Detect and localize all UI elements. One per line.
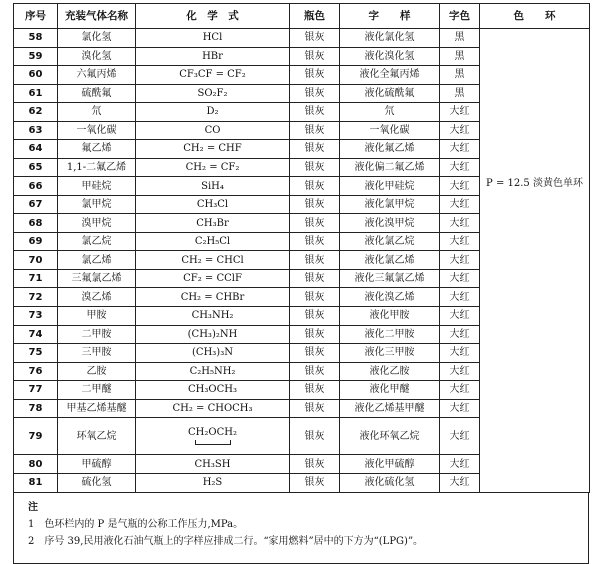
cell-text-color: 大红 [440,269,480,288]
cell-label-text: 液化氯甲烷 [340,195,440,214]
cell-gas-name: 乙胺 [58,362,136,381]
cell-bottle-color: 银灰 [290,381,340,400]
cell-formula: H₂S [136,473,290,492]
header-formula: 化 学 式 [136,4,290,29]
cell-label-text: 液化三甲胺 [340,344,440,363]
header-bottle-color: 瓶色 [290,4,340,29]
cell-bottle-color: 银灰 [290,29,340,48]
cell-text-color: 大红 [440,158,480,177]
cell-formula: CH₂ = CHBr [136,288,290,307]
gas-cylinder-marking-table [13,3,589,564]
cell-gas-name: 甲硫醇 [58,455,136,474]
cell-formula: SO₂F₂ [136,84,290,103]
cell-bottle-color: 银灰 [290,177,340,196]
cell-formula: CH₂ = CHF [136,140,290,159]
cell-label-text: 液化三氟氯乙烯 [340,269,440,288]
cell-number: 59 [14,47,58,66]
cell-bottle-color: 银灰 [290,121,340,140]
cell-label-text: 液化溴化氢 [340,47,440,66]
cell-gas-name: 氯甲烷 [58,195,136,214]
cell-formula: (CH₃)₃N [136,344,290,363]
cell-formula: CH₃NH₂ [136,306,290,325]
cell-label-text: 氘 [340,103,440,122]
cell-number: 66 [14,177,58,196]
notes-section [13,493,589,564]
cell-number: 77 [14,381,58,400]
cell-number: 64 [14,140,58,159]
cell-number: 69 [14,232,58,251]
note-item-1: 1 色环栏内的 P 是气瓶的公称工作压力,MPa。 [28,518,244,530]
cell-formula: CH₂ = CHOCH₃ [136,399,290,418]
cell-bottle-color: 银灰 [290,84,340,103]
cell-color-ring [480,29,590,493]
header-no: 序号 [14,4,58,29]
cell-label-text: 液化全氟丙烯 [340,66,440,85]
cell-number: 60 [14,66,58,85]
cell-text-color: 大红 [440,473,480,492]
cell-number: 72 [14,288,58,307]
cell-text-color: 大红 [440,103,480,122]
cell-text-color: 大红 [440,362,480,381]
cell-formula: CH₃Cl [136,195,290,214]
cell-text-color: 黑 [440,47,480,66]
cell-number: 73 [14,306,58,325]
cell-text-color: 黑 [440,84,480,103]
table-row [14,29,590,48]
cell-bottle-color: 银灰 [290,195,340,214]
cell-label-text: 液化乙胺 [340,362,440,381]
cell-bottle-color: 银灰 [290,473,340,492]
cell-number: 62 [14,103,58,122]
cell-formula: C₂H₅Cl [136,232,290,251]
header-row [14,4,590,29]
marking-table [13,3,590,493]
cell-formula: C₂H₅NH₂ [136,362,290,381]
cell-formula: HBr [136,47,290,66]
cell-number: 80 [14,455,58,474]
cell-formula: (CH₃)₂NH [136,325,290,344]
cell-text-color: 大红 [440,381,480,400]
header-text-color: 字色 [440,4,480,29]
cell-gas-name: 甲硅烷 [58,177,136,196]
cell-bottle-color: 银灰 [290,455,340,474]
cell-formula: CF₂ = CClF [136,269,290,288]
cell-label-text: 一氧化碳 [340,121,440,140]
cell-text-color: 黑 [440,66,480,85]
cell-label-text: 液化氟乙烯 [340,140,440,159]
cell-bottle-color: 银灰 [290,66,340,85]
cell-formula: CH₂ = CHCl [136,251,290,270]
cell-gas-name: 氯乙烷 [58,232,136,251]
cell-gas-name: 一氧化碳 [58,121,136,140]
cell-formula: CH₃Br [136,214,290,233]
cell-text-color: 大红 [440,121,480,140]
cell-bottle-color: 银灰 [290,418,340,455]
cell-formula: HCl [136,29,290,48]
cell-number: 75 [14,344,58,363]
cell-text-color: 大红 [440,344,480,363]
cell-gas-name: 溴乙烯 [58,288,136,307]
cell-label-text: 液化环氧乙烷 [340,418,440,455]
cell-label-text: 液化乙烯基甲醚 [340,399,440,418]
cell-text-color: 大红 [440,418,480,455]
cell-gas-name: 硫化氢 [58,473,136,492]
cell-number: 78 [14,399,58,418]
cell-bottle-color: 银灰 [290,288,340,307]
cell-number: 67 [14,195,58,214]
cell-gas-name: 三甲胺 [58,344,136,363]
cell-label-text: 液化溴乙烯 [340,288,440,307]
cell-bottle-color: 银灰 [290,232,340,251]
header-gas-name: 充装气体名称 [58,4,136,29]
cell-gas-name: 1,1-二氟乙烯 [58,158,136,177]
cell-bottle-color: 银灰 [290,306,340,325]
cell-number: 61 [14,84,58,103]
cell-gas-name: 氟乙烯 [58,140,136,159]
cell-bottle-color: 银灰 [290,325,340,344]
cell-gas-name: 硫酰氟 [58,84,136,103]
cell-formula: CH₃SH [136,455,290,474]
header-color-ring: 色 环 [480,4,590,29]
cell-text-color: 大红 [440,177,480,196]
cell-text-color: 大红 [440,214,480,233]
cell-text-color: 大红 [440,232,480,251]
cell-text-color: 大红 [440,399,480,418]
ring-bracket [195,440,231,445]
cell-formula: CO [136,121,290,140]
cell-label-text: 液化甲硫醇 [340,455,440,474]
notes-title: 注 [28,501,38,513]
cell-number: 58 [14,29,58,48]
cell-text-color: 大红 [440,325,480,344]
header-label-text: 字 样 [340,4,440,29]
cell-formula [136,418,290,455]
cell-bottle-color: 银灰 [290,344,340,363]
cell-text-color: 大红 [440,251,480,270]
cell-number: 76 [14,362,58,381]
cell-label-text: 液化甲醚 [340,381,440,400]
cell-label-text: 液化甲胺 [340,306,440,325]
cell-gas-name: 氯乙烯 [58,251,136,270]
cell-gas-name: 甲基乙烯基醚 [58,399,136,418]
cell-gas-name: 甲胺 [58,306,136,325]
cell-label-text: 液化溴甲烷 [340,214,440,233]
cell-label-text: 液化硫化氢 [340,473,440,492]
cell-bottle-color: 银灰 [290,251,340,270]
cell-label-text: 液化氯乙烷 [340,232,440,251]
cell-bottle-color: 银灰 [290,399,340,418]
cell-gas-name: 二甲醚 [58,381,136,400]
cell-number: 70 [14,251,58,270]
cell-formula: CF₃CF = CF₂ [136,66,290,85]
cell-bottle-color: 银灰 [290,269,340,288]
cell-label-text: 液化二甲胺 [340,325,440,344]
cell-gas-name: 氯化氢 [58,29,136,48]
cell-text-color: 大红 [440,195,480,214]
cell-gas-name: 二甲胺 [58,325,136,344]
cell-label-text: 液化硫酰氟 [340,84,440,103]
cell-formula: D₂ [136,103,290,122]
note-item-2: 2 序号 39,民用液化石油气瓶上的字样应排成二行。“家用燃料”居中的下方为“(LPG)”。 [28,535,424,547]
cell-bottle-color: 银灰 [290,103,340,122]
cell-number: 81 [14,473,58,492]
cell-bottle-color: 银灰 [290,140,340,159]
cell-bottle-color: 银灰 [290,214,340,233]
cell-label-text: 液化甲硅烷 [340,177,440,196]
cell-gas-name: 溴化氢 [58,47,136,66]
cell-number: 74 [14,325,58,344]
cell-text-color: 大红 [440,455,480,474]
cell-number: 63 [14,121,58,140]
cell-formula: CH₂ = CF₂ [136,158,290,177]
cell-bottle-color: 银灰 [290,362,340,381]
cell-number: 65 [14,158,58,177]
cell-formula: SiH₄ [136,177,290,196]
cell-gas-name: 氘 [58,103,136,122]
cell-label-text: 液化氯乙烯 [340,251,440,270]
ring-note: P = 12.5 淡黄色单环 [486,178,583,189]
cell-gas-name: 六氟丙烯 [58,66,136,85]
cell-gas-name: 三氟氯乙烯 [58,269,136,288]
cell-text-color: 黑 [440,29,480,48]
cell-bottle-color: 银灰 [290,47,340,66]
cyclic-formula: CH₂OCH₂ [188,427,237,439]
cell-label-text: 液化偏二氟乙烯 [340,158,440,177]
cell-number: 79 [14,418,58,455]
cell-bottle-color: 银灰 [290,158,340,177]
cell-text-color: 大红 [440,140,480,159]
cell-text-color: 大红 [440,306,480,325]
cell-text-color: 大红 [440,288,480,307]
cell-number: 68 [14,214,58,233]
cell-number: 71 [14,269,58,288]
cell-gas-name: 溴甲烷 [58,214,136,233]
cell-label-text: 液化氯化氢 [340,29,440,48]
cell-gas-name: 环氧乙烷 [58,418,136,455]
table-body [14,29,590,493]
cell-formula: CH₃OCH₃ [136,381,290,400]
